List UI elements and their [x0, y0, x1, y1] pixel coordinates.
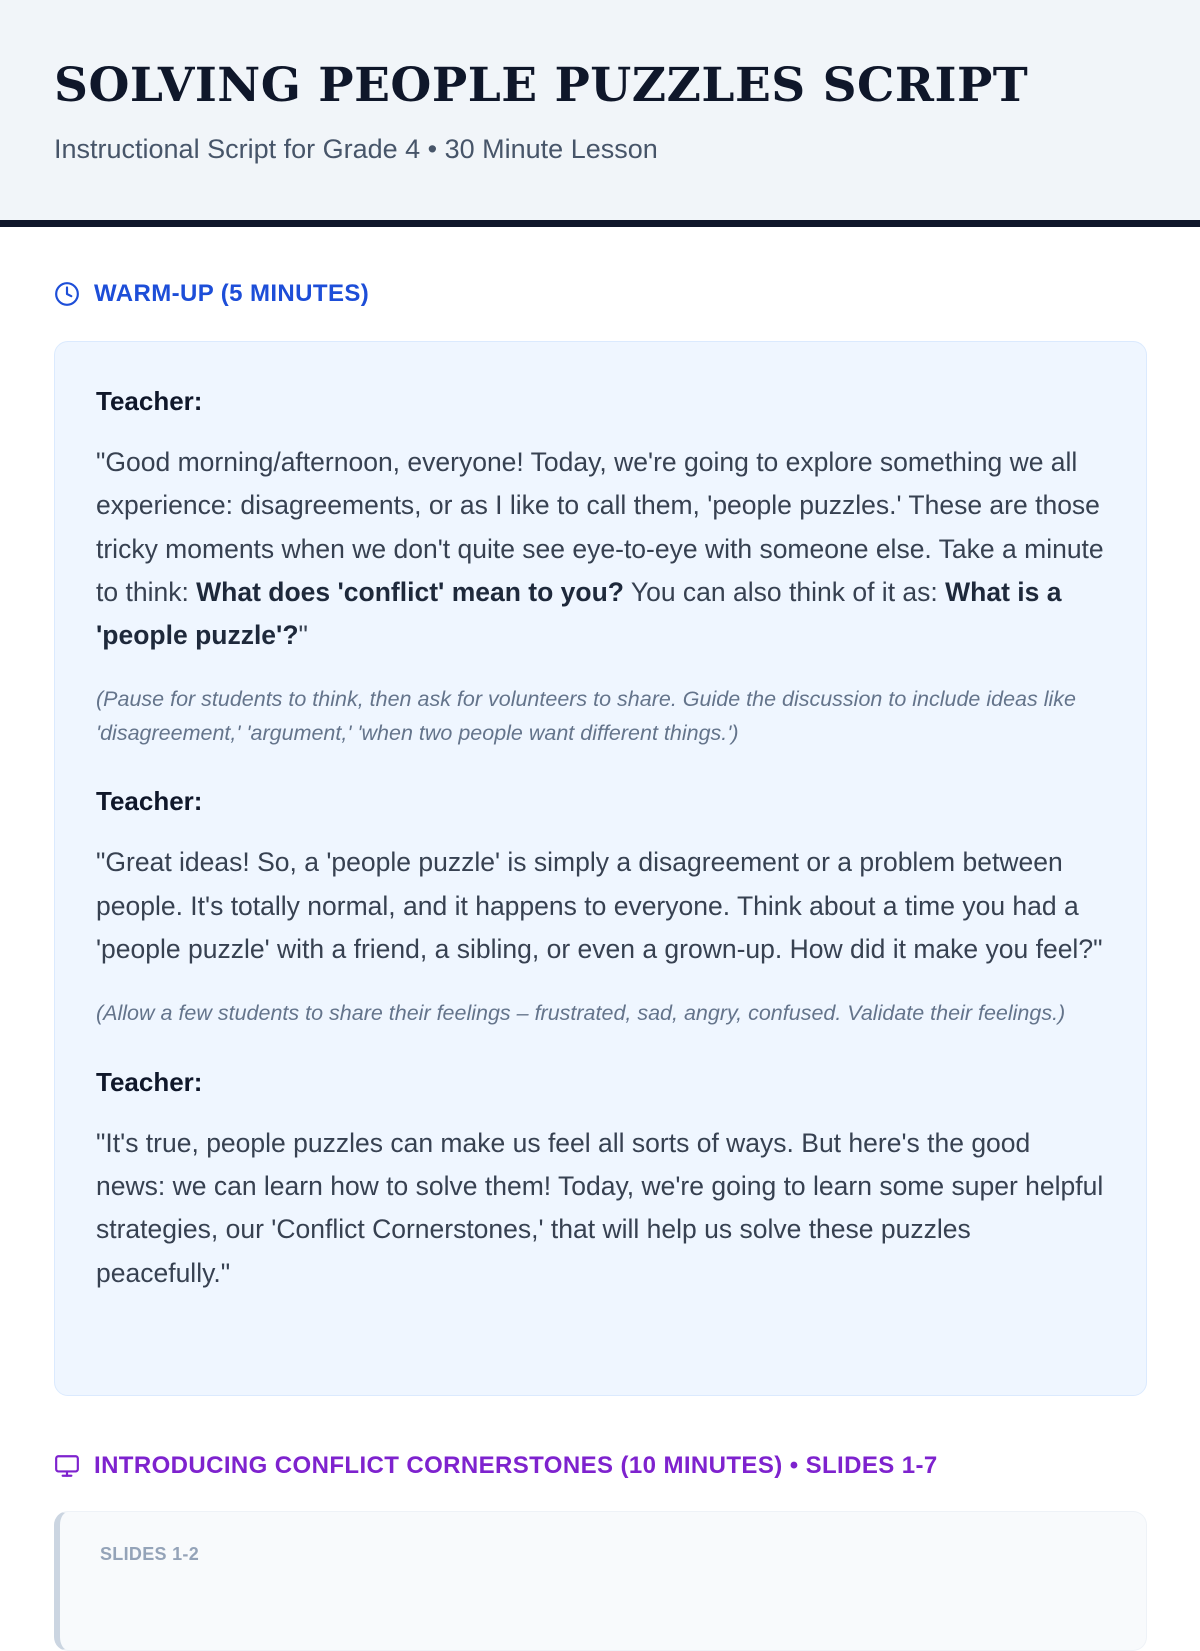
warmup-script-card [54, 341, 1147, 1396]
intro-section-heading [54, 1452, 938, 1480]
stage-direction: (Pause for students to think, then ask for volunteers to share. Guide the discussion to include ideas like 'disagreement,' 'argument,' 'when two people want different things.') [96, 687, 1076, 745]
page-title: SOLVING PEOPLE PUZZLES SCRIPT [54, 58, 1029, 113]
speaker-label: Teacher: [96, 786, 203, 817]
slides-card [54, 1511, 1147, 1651]
speech-text: "Good morning/afternoon, everyone! Today, we're going to explore something we all experience: disagreements, or as I like to call them, 'people puzzles.' These are those tricky moments when we don't quite see eye-to-eye with someone else. Take a minute to think: [96, 447, 1104, 607]
warmup-section-heading [54, 280, 369, 308]
presentation-icon [54, 1453, 80, 1479]
page-subtitle: Instructional Script for Grade 4 • 30 Minute Lesson [54, 134, 658, 164]
clock-icon [54, 281, 80, 307]
page-header [0, 0, 1200, 227]
speech-text: You can also think of it as: [623, 576, 946, 607]
teacher-speech: "It's true, people puzzles can make us feel all sorts of ways. But here's the good news: we can learn how to solve them! Today, we're going to learn some super helpful strategies, our 'Conflict Cornerstones,' that will help us solve these puzzles peacefully." [96, 1127, 1104, 1288]
stage-direction: (Allow a few students to share their feelings – frustrated, sad, angry, confused. Validate their feelings.) [96, 1001, 1066, 1026]
warmup-heading-text: WARM-UP (5 MINUTES) [94, 280, 370, 307]
teacher-speech [96, 441, 1105, 657]
speech-emphasis: What does 'conflict' mean to you? [196, 576, 624, 607]
intro-heading-text: INTRODUCING CONFLICT CORNERSTONES (10 MINUTES) • SLIDES 1-7 [94, 1452, 938, 1479]
speech-text: " [298, 620, 308, 651]
teacher-speech: "Great ideas! So, a 'people puzzle' is simply a disagreement or a problem between people. It's totally normal, and it happens to everyone. Think about a time you had a 'people puzzle' with a friend, a sibling, or even a grown-up. How did it make you feel?" [96, 847, 1103, 965]
speech-emphasis: What is a 'people puzzle'? [96, 576, 1062, 651]
slides-label: SLIDES 1-2 [100, 1544, 200, 1564]
speaker-label: Teacher: [96, 386, 203, 416]
speaker-label: Teacher: [96, 1066, 203, 1097]
